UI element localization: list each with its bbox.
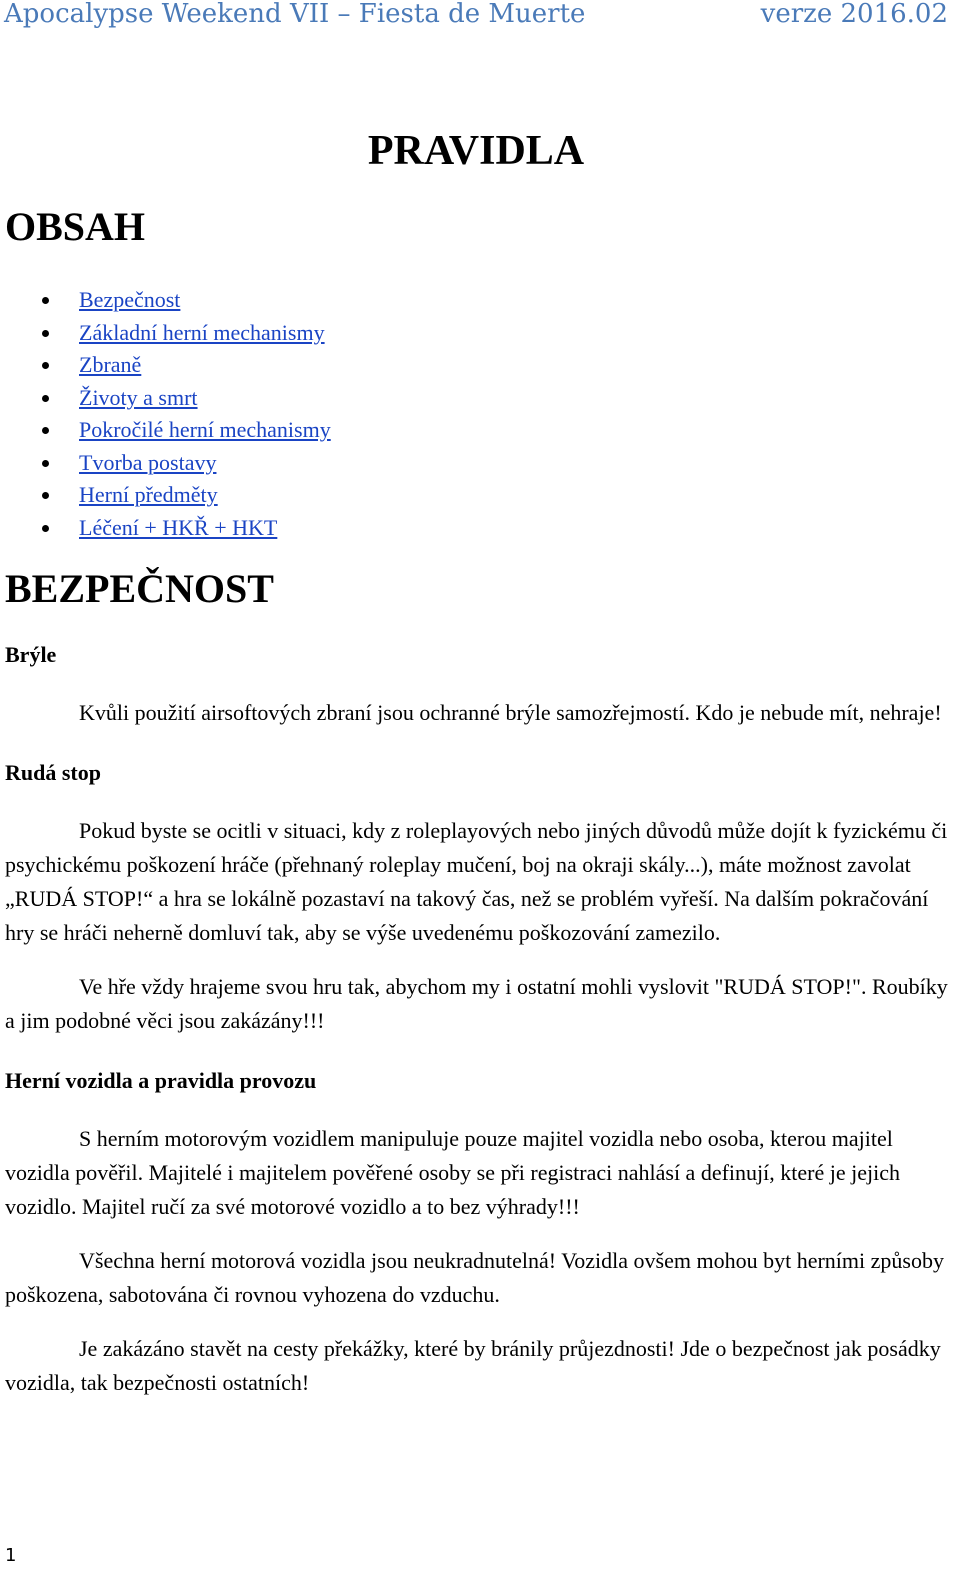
toc-link-zbrane[interactable]: Zbraně — [79, 352, 142, 377]
bullet-icon — [42, 362, 49, 369]
toc-link-zivoty-a-smrt[interactable]: Životy a smrt — [79, 384, 198, 410]
section-heading-bezpecnost: BEZPEČNOST — [5, 566, 274, 611]
toc-link-tvorba-postavy[interactable]: Tvorba postavy — [79, 449, 217, 475]
paragraph-ruda-stop-2: Ve hře vždy hrajeme svou hru tak, abychom my i ostatní mohli vyslovit "RUDÁ STOP!". Roubíky a jim podobné věci jsou zakázány!!! — [5, 974, 948, 1033]
paragraph-vozidla-1: S herním motorovým vozidlem manipuluje pouze majitel vozidla nebo osoba, kterou majitel vozidla pověřil. Majitelé i majitelem pověřené osoby se při registraci nahlásí a definují, které je jejich vozidlo. Majitel ručí za své motorové vozidlo a to bez výhrady!!! — [5, 1126, 900, 1219]
subheading-bryle: Brýle — [5, 642, 57, 667]
toc-link-herni-predmety[interactable]: Herní předměty — [79, 482, 218, 507]
subheading-vozidla: Herní vozidla a pravidla provozu — [5, 1068, 317, 1093]
page-title: PRAVIDLA — [367, 128, 585, 174]
bullet-icon — [42, 427, 49, 434]
subheading-ruda-stop: Rudá stop — [5, 760, 101, 785]
bullet-icon — [42, 395, 49, 402]
page-number: 1 — [5, 1545, 17, 1566]
table-of-contents — [5, 284, 950, 544]
toc-heading: OBSAH — [5, 204, 146, 249]
toc-item — [5, 349, 950, 382]
bullet-icon — [42, 297, 49, 304]
running-header — [4, 0, 948, 32]
bullet-icon — [42, 525, 49, 532]
toc-item — [5, 317, 950, 350]
paragraph-vozidla-3: Je zakázáno stavět na cesty překážky, které by bránily průjezdnosti! Jde o bezpečnost jak posádky vozidla, tak bezpečnosti ostatních! — [5, 1336, 941, 1395]
paragraph-ruda-stop-1: Pokud byste se ocitli v situaci, kdy z roleplayových nebo jiných důvodů může dojít k fyzickému či psychickému poškození hráče (přehnaný roleplay mučení, boj na okraji skály...), máte možnost zavolat „RUDÁ STOP!“ a hra se lokálně pozastaví na takový čas, než se problém vyřeší. Na dalším pokračování hry se hráči neherně domluví tak, aby se výše uvedenému poškozování zamezilo. — [5, 818, 948, 945]
document-body — [5, 204, 950, 1400]
toc-item — [5, 284, 950, 317]
toc-link-leceni[interactable]: Léčení + HKŘ + HKT — [79, 514, 278, 540]
toc-link-pokrocile-mechanismy[interactable]: Pokročilé herní mechanismy — [79, 417, 331, 442]
bullet-icon — [42, 330, 49, 337]
bullet-icon — [42, 492, 49, 499]
paragraph-vozidla-2: Všechna herní motorová vozidla jsou neukradnutelná! Vozidla ovšem mohou byt herními způsoby poškozena, sabotována či rovnou vyhozena do vzduchu. — [5, 1248, 944, 1307]
toc-item — [5, 512, 950, 545]
toc-item — [5, 382, 950, 415]
toc-link-zakladni-mechanismy[interactable]: Základní herní mechanismy — [79, 319, 325, 345]
toc-link-bezpecnost[interactable]: Bezpečnost — [79, 287, 181, 312]
paragraph-bryle: Kvůli použití airsoftových zbraní jsou ochranné brýle samozřejmostí. Kdo je nebude mít, nehraje! — [79, 700, 942, 725]
header-title: Apocalypse Weekend VII – Fiesta de Muerte — [4, 0, 586, 29]
toc-item — [5, 479, 950, 512]
toc-item — [5, 414, 950, 447]
header-version: verze 2016.02 — [760, 0, 948, 29]
bullet-icon — [42, 460, 49, 467]
toc-item — [5, 447, 950, 480]
